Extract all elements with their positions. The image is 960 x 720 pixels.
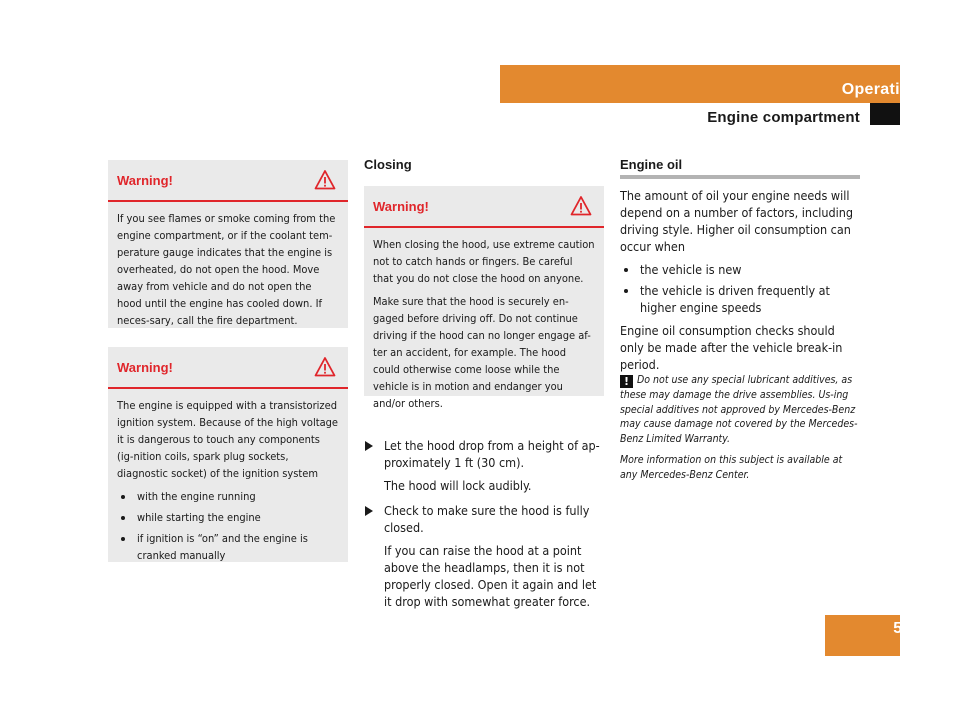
warning-text: When closing the hood, use extreme caution not to catch hands or fingers. Be careful that you do not close the hood on anyone. [373,238,595,285]
closing-heading: Closing [364,157,412,172]
warning-text: The engine is equipped with a transistorized ignition system. Because of the high voltage it is dangerous to touch any components (ig-nition coils, spark plug sockets, diagnostic socket) of the ignition system [117,399,339,480]
warning-text: If you see flames or smoke coming from the engine compartment, or if the coolant tem-perature gauge indicates that the engine is overheated, do not open the hood. Move away from vehicle and do not open the hood until the engine has cooled down. If neces-sary, call the fire department. [117,212,336,327]
instruction-step [364,502,606,536]
warning-body [364,228,604,424]
subsection-title: Engine compartment [707,109,860,126]
page-number: 513 [893,620,920,637]
step-arrow-icon [365,441,373,451]
warning-triangle-icon [570,195,592,217]
step-arrow-icon [365,506,373,516]
warning-text: Make sure that the hood is securely en-gaged before driving off. Do not continue driving if the hood can no longer engage af-ter an accident, for example. The hood could otherwise come loose while the vehicle is in motion and endanger you and/or others. [373,295,591,410]
engine-oil-text [620,187,860,379]
warning-box-ignition [108,347,348,562]
step-text: Check to make sure the hood is fully closed. [384,503,590,535]
warning-title: Warning! [117,173,173,188]
warning-triangle-icon [314,169,336,191]
notice-text: Do not use any special lubricant additives, as these may damage the drive assemblies. Us-ing special additives not approved by Mercedes-Benz may cause damage not covered by the Mercedes-Benz Limited Warranty. [620,374,858,445]
list-item: with the engine running [117,488,339,505]
step-result: The hood will lock audibly. [384,478,532,493]
list-item: while starting the engine [117,509,339,526]
notice-exclamation-icon: ! [620,375,633,388]
notice-paragraph [620,373,860,446]
section-header-bar [500,65,900,103]
warning-body [108,389,348,574]
closing-steps [364,437,606,618]
step-text: Let the hood drop from a height of ap-proximately 1 ft (30 cm). [384,438,600,470]
notice-text: More information on this subject is available at any Mercedes-Benz Center. [620,454,843,481]
section-title: Operation [841,81,920,98]
list-item: the vehicle is new [620,261,860,278]
warning-title: Warning! [373,199,429,214]
instruction-step [364,437,606,471]
warning-header [108,347,348,389]
warning-title: Warning! [117,360,173,375]
warning-triangle-icon [314,356,336,378]
list-item: if ignition is “on” and the engine is cranked manually [117,530,339,564]
notice-block [620,373,860,489]
warning-box-closing [364,186,604,410]
warning-header [364,186,604,228]
list-item: the vehicle is driven frequently at higher engine speeds [620,282,860,316]
warning-list [117,488,339,564]
paragraph: Engine oil consumption checks should only be made after the vehicle break-in period. [620,323,843,372]
warning-body [108,202,348,341]
warning-box-flames [108,160,348,328]
step-result: If you can raise the hood at a point above the headlamps, then it is not properly closed. Open it again and let it drop with somewhat greater force. [384,543,597,609]
thumb-tab-marker [870,103,900,125]
heading-rule [620,175,860,179]
paragraph: The amount of oil your engine needs will depend on a number of factors, including driving style. Higher oil consumption can occur when [620,188,854,254]
page-number-box [825,615,900,656]
conditions-list [620,261,860,316]
warning-header [108,160,348,202]
engine-oil-heading: Engine oil [620,157,683,172]
